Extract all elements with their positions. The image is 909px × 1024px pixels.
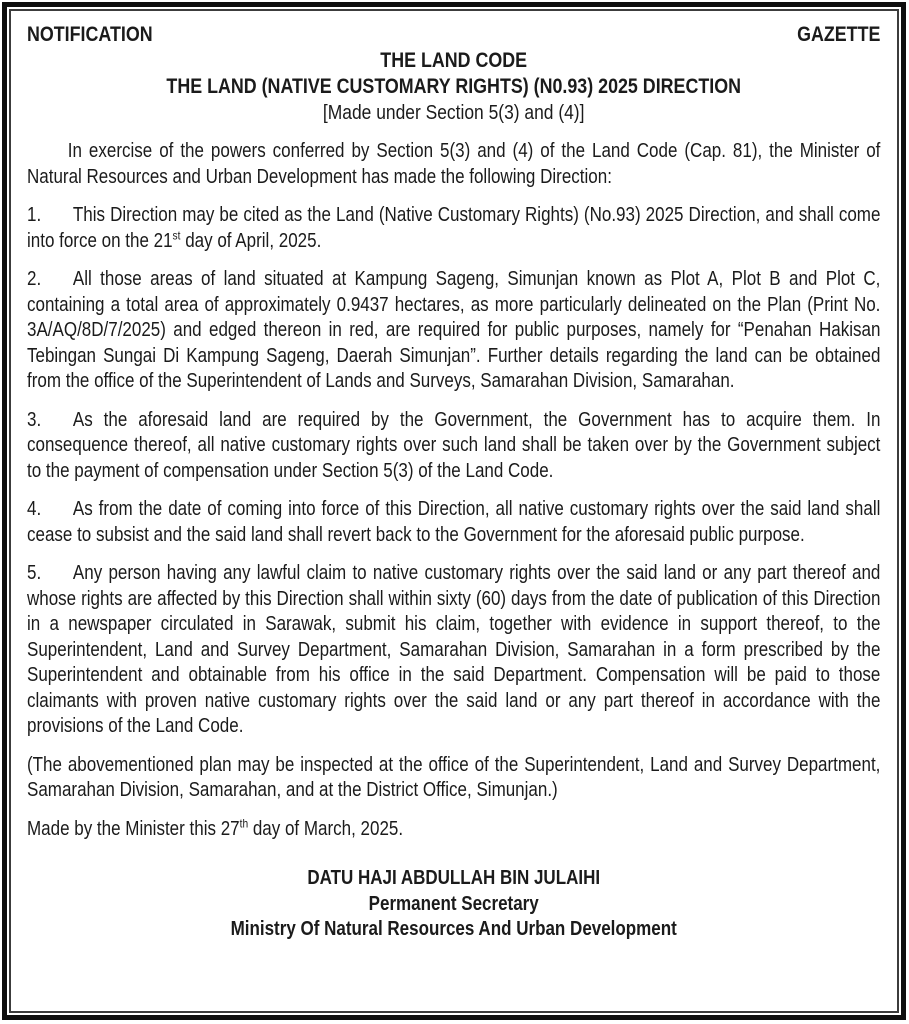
signatory-name: DATU HAJI ABDULLAH BIN JULAIHI: [307, 867, 601, 889]
made-by-text: day of March, 2025.: [248, 817, 404, 840]
document-outer-border: [2, 2, 906, 1020]
clause-text: Any person having any lawful claim to native customary rights over the said land or any part thereof and whose rights are affected by this Direction shall within sixty (60) days from the date of publication of this Direction in a newspaper circulated in Sarawak, submit his claim, together with evidence in support thereof, to the Superintendent, Land and Survey Department, Samarahan Division, Samarahan in a form prescribed by the Superintendent and obtainable from his office in the said Department. Compensation will be paid to those claimants with proven native customary rights over the said land or any part thereof in accordance with the provisions of the Land Code.: [27, 562, 881, 737]
clause-paragraph-3: [27, 408, 880, 485]
notification-label: NOTIFICATION: [27, 23, 153, 46]
clause-paragraph-5: [27, 561, 880, 740]
gazette-label: GAZETTE: [797, 23, 881, 46]
clause-text: All those areas of land situated at Kampung Sageng, Simunjan known as Plot A, Plot B and Plot C, containing a total area of approximately 0.9437 hectares, as more particularly delineated on the Plan (Print No. 3A/AQ/8D/7/2025) and edged thereon in red, are required for public purposes, namely for “Penahan Hakisan Tebingan Sungai Di Kampung Sageng, Daerah Simunjan”. Further details regarding the land can be obtained from the office of the Superintendent of Lands and Surveys, Samarahan Division, Samarahan.: [27, 268, 881, 392]
clause-text: This Direction may be cited as the Land (Native Customary Rights) (No.93) 2025 Direction, and shall come into force on the 21: [27, 204, 881, 252]
document-title-land-code: THE LAND CODE: [380, 49, 528, 72]
intro-paragraph: In exercise of the powers conferred by Section 5(3) and (4) of the Land Code (Cap. 81), the Minister of Natural Resources and Urban Development has made the following Direction:: [27, 140, 881, 188]
clause-paragraph-2: [27, 267, 880, 395]
clause-paragraph-4: [27, 497, 880, 548]
document-subtitle-made-under: [Made under Section 5(3) and (4)]: [322, 101, 585, 124]
made-by-text: Made by the Minister this 27: [27, 817, 240, 840]
clause-number: 4.: [27, 498, 42, 520]
clause-text: As from the date of coming into force of this Direction, all native customary rights over the said land shall cease to subsist and the said land shall revert back to the Government for the aforesaid public purpose.: [27, 498, 881, 546]
made-by-line: [27, 817, 880, 843]
plan-inspection-note: (The abovementioned plan may be inspected at the office of the Superintendent, Land and Survey Department, Samarahan Division, Samarahan, and at the District Office, Simunjan.): [27, 753, 881, 801]
clause-paragraph-1: [27, 203, 880, 254]
clause-number: 3.: [27, 408, 42, 431]
document-inner-border: [9, 9, 899, 1013]
document-title-direction: THE LAND (NATIVE CUSTOMARY RIGHTS) (N0.93) 2025 DIRECTION: [166, 75, 741, 98]
document-body: [27, 22, 880, 943]
ordinal-suffix: st: [172, 227, 181, 242]
clause-text: As the aforesaid land are required by the Government, the Government has to acquire them. In consequence thereof, all native customary rights over such land shall be taken over by the Government subject to the payment of compensation under Section 5(3) of the Land Code.: [27, 408, 881, 482]
document-page: [11, 11, 897, 943]
clause-text: day of April, 2025.: [180, 229, 322, 252]
signature-block: [27, 866, 880, 943]
signatory-title: Permanent Secretary: [368, 892, 539, 915]
signatory-ministry: Ministry Of Natural Resources And Urban Development: [230, 918, 677, 940]
clause-number: 1.: [27, 204, 42, 226]
ordinal-suffix: th: [239, 815, 249, 830]
clause-number: 5.: [27, 562, 42, 584]
gazette-header-row: [27, 22, 880, 48]
clause-number: 2.: [27, 268, 42, 290]
